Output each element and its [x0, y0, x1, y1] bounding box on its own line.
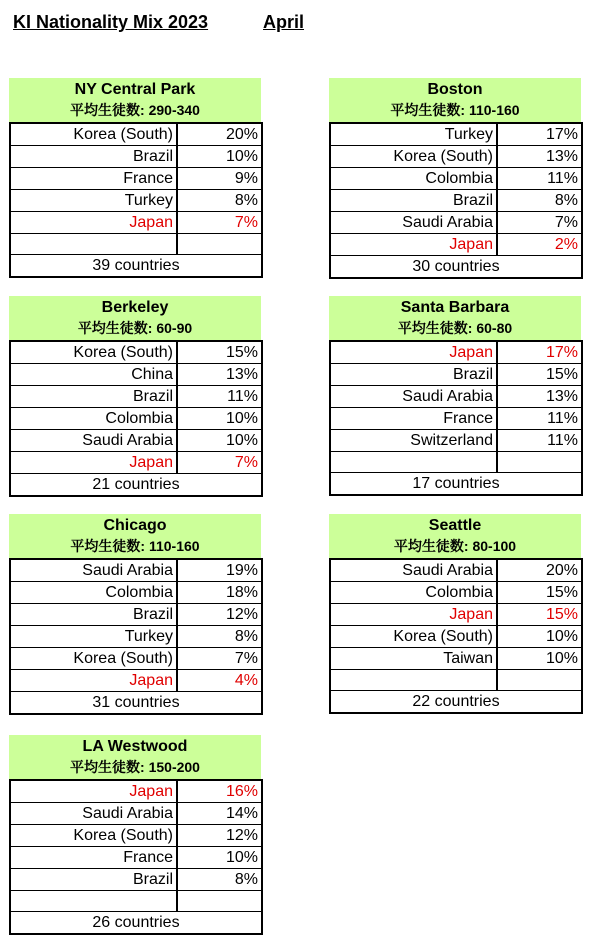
- percent-cell: 10%: [177, 847, 262, 869]
- month-label: April: [263, 12, 305, 32]
- campus-header: [329, 296, 581, 340]
- percent-cell: 11%: [497, 430, 582, 452]
- table-row: [330, 341, 582, 364]
- percent-cell: [177, 891, 262, 912]
- table-row: [10, 825, 262, 847]
- percent-cell: [177, 234, 262, 255]
- country-cell: Brazil: [10, 604, 177, 626]
- country-cell: Japan: [330, 234, 497, 256]
- campus-header: [329, 514, 581, 558]
- nationality-table: [9, 122, 263, 278]
- average-students: 平均生徒数: 80-100: [393, 538, 517, 554]
- campus-header: [9, 514, 261, 558]
- nationality-table: [329, 558, 583, 714]
- percent-cell: 17%: [497, 341, 582, 364]
- table-footer-row: [10, 692, 262, 715]
- table-row: [10, 891, 262, 912]
- percent-cell: 10%: [177, 146, 262, 168]
- campus-block-santa-barbara: [329, 296, 581, 496]
- table-row: [10, 212, 262, 234]
- campus-block-berkeley: [9, 296, 261, 497]
- country-count: 22 countries: [330, 691, 582, 714]
- country-cell: [330, 670, 497, 691]
- percent-cell: 8%: [497, 190, 582, 212]
- table-row: [10, 626, 262, 648]
- country-cell: Saudi Arabia: [10, 559, 177, 582]
- average-students: 平均生徒数: 110-160: [70, 538, 200, 554]
- table-row: [10, 364, 262, 386]
- country-cell: France: [10, 847, 177, 869]
- table-row: [330, 364, 582, 386]
- table-row: [330, 146, 582, 168]
- percent-cell: 10%: [177, 408, 262, 430]
- percent-cell: 8%: [177, 869, 262, 891]
- country-cell: Japan: [10, 670, 177, 692]
- percent-cell: 16%: [177, 780, 262, 803]
- table-row: [10, 146, 262, 168]
- country-cell: Colombia: [10, 582, 177, 604]
- table-row: [10, 341, 262, 364]
- percent-cell: 8%: [177, 626, 262, 648]
- table-row: [330, 430, 582, 452]
- campus-header: [329, 78, 581, 122]
- country-cell: Turkey: [330, 123, 497, 146]
- percent-cell: 17%: [497, 123, 582, 146]
- country-cell: Korea (South): [10, 825, 177, 847]
- table-row: [330, 168, 582, 190]
- percent-cell: 19%: [177, 559, 262, 582]
- percent-cell: 8%: [177, 190, 262, 212]
- table-row: [10, 408, 262, 430]
- percent-cell: 7%: [177, 648, 262, 670]
- average-students: 平均生徒数: 60-90: [77, 320, 193, 336]
- country-cell: Saudi Arabia: [330, 212, 497, 234]
- table-row: [330, 234, 582, 256]
- country-cell: Taiwan: [330, 648, 497, 670]
- country-cell: [10, 234, 177, 255]
- country-cell: Korea (South): [10, 123, 177, 146]
- country-count: 31 countries: [10, 692, 262, 715]
- average-students: 平均生徒数: 290-340: [70, 102, 200, 118]
- country-count: 21 countries: [10, 474, 262, 497]
- table-row: [330, 212, 582, 234]
- table-footer-row: [330, 691, 582, 714]
- table-footer-row: [330, 256, 582, 279]
- percent-cell: 14%: [177, 803, 262, 825]
- table-row: [330, 123, 582, 146]
- country-cell: Brazil: [10, 869, 177, 891]
- country-cell: Colombia: [330, 582, 497, 604]
- table-row: [10, 452, 262, 474]
- percent-cell: 9%: [177, 168, 262, 190]
- average-students: 平均生徒数: 60-80: [397, 320, 513, 336]
- percent-cell: 15%: [497, 364, 582, 386]
- country-cell: Colombia: [330, 168, 497, 190]
- table-row: [330, 386, 582, 408]
- percent-cell: 7%: [497, 212, 582, 234]
- table-footer-row: [10, 474, 262, 497]
- table-row: [330, 452, 582, 473]
- country-cell: France: [330, 408, 497, 430]
- country-cell: Turkey: [10, 190, 177, 212]
- percent-cell: 11%: [497, 408, 582, 430]
- campus-name: Berkeley: [101, 299, 169, 316]
- table-row: [10, 780, 262, 803]
- campus-header: [9, 296, 261, 340]
- country-cell: Turkey: [10, 626, 177, 648]
- country-cell: Japan: [330, 341, 497, 364]
- table-row: [10, 847, 262, 869]
- table-footer-row: [10, 255, 262, 278]
- nationality-table: [329, 340, 583, 496]
- campus-name: Santa Barbara: [400, 299, 510, 316]
- percent-cell: 15%: [177, 341, 262, 364]
- country-cell: China: [10, 364, 177, 386]
- percent-cell: 10%: [177, 430, 262, 452]
- table-row: [10, 559, 262, 582]
- table-row: [10, 190, 262, 212]
- average-students: 平均生徒数: 110-160: [390, 102, 520, 118]
- table-row: [330, 604, 582, 626]
- country-cell: Saudi Arabia: [10, 803, 177, 825]
- percent-cell: 7%: [177, 452, 262, 474]
- country-cell: Japan: [330, 604, 497, 626]
- table-row: [10, 168, 262, 190]
- table-row: [10, 430, 262, 452]
- percent-cell: 20%: [177, 123, 262, 146]
- country-cell: Japan: [10, 780, 177, 803]
- country-cell: Korea (South): [330, 146, 497, 168]
- country-count: 39 countries: [10, 255, 262, 278]
- percent-cell: 13%: [177, 364, 262, 386]
- table-row: [10, 604, 262, 626]
- percent-cell: 15%: [497, 582, 582, 604]
- table-row: [330, 559, 582, 582]
- campus-name: Seattle: [428, 517, 482, 534]
- country-cell: Saudi Arabia: [330, 386, 497, 408]
- table-row: [10, 670, 262, 692]
- percent-cell: [497, 670, 582, 691]
- campus-block-seattle: [329, 514, 581, 714]
- table-row: [10, 803, 262, 825]
- percent-cell: 12%: [177, 825, 262, 847]
- table-footer-row: [330, 473, 582, 496]
- table-row: [330, 408, 582, 430]
- percent-cell: 11%: [497, 168, 582, 190]
- table-footer-row: [10, 912, 262, 935]
- percent-cell: 13%: [497, 386, 582, 408]
- country-cell: Colombia: [10, 408, 177, 430]
- table-row: [10, 123, 262, 146]
- table-row: [330, 648, 582, 670]
- country-count: 26 countries: [10, 912, 262, 935]
- percent-cell: 7%: [177, 212, 262, 234]
- percent-cell: 12%: [177, 604, 262, 626]
- campus-name: LA Westwood: [82, 738, 188, 755]
- table-row: [330, 626, 582, 648]
- table-row: [330, 190, 582, 212]
- nationality-table: [329, 122, 583, 279]
- campus-block-la-westwood: [9, 735, 261, 935]
- percent-cell: [497, 452, 582, 473]
- percent-cell: 15%: [497, 604, 582, 626]
- percent-cell: 13%: [497, 146, 582, 168]
- country-cell: Brazil: [10, 386, 177, 408]
- country-cell: Saudi Arabia: [10, 430, 177, 452]
- campus-block-chicago: [9, 514, 261, 715]
- table-row: [10, 648, 262, 670]
- country-cell: Brazil: [330, 190, 497, 212]
- percent-cell: 2%: [497, 234, 582, 256]
- nationality-table: [9, 340, 263, 497]
- country-cell: Brazil: [330, 364, 497, 386]
- country-cell: Japan: [10, 212, 177, 234]
- country-cell: Korea (South): [330, 626, 497, 648]
- campus-name: Boston: [427, 81, 483, 98]
- country-cell: [330, 452, 497, 473]
- average-students: 平均生徒数: 150-200: [70, 759, 200, 775]
- table-row: [10, 234, 262, 255]
- table-row: [330, 582, 582, 604]
- country-cell: Japan: [10, 452, 177, 474]
- percent-cell: 4%: [177, 670, 262, 692]
- table-row: [10, 386, 262, 408]
- table-row: [10, 582, 262, 604]
- page-title: KI Nationality Mix 2023: [13, 12, 209, 32]
- campus-block-boston: [329, 78, 581, 279]
- country-cell: Brazil: [10, 146, 177, 168]
- table-row: [330, 670, 582, 691]
- percent-cell: 11%: [177, 386, 262, 408]
- country-cell: Korea (South): [10, 341, 177, 364]
- country-cell: Switzerland: [330, 430, 497, 452]
- country-count: 17 countries: [330, 473, 582, 496]
- country-cell: Korea (South): [10, 648, 177, 670]
- campus-block-ny-central-park: [9, 78, 261, 278]
- nationality-table: [9, 779, 263, 935]
- nationality-table: [9, 558, 263, 715]
- country-cell: France: [10, 168, 177, 190]
- percent-cell: 20%: [497, 559, 582, 582]
- table-row: [10, 869, 262, 891]
- country-cell: [10, 891, 177, 912]
- country-count: 30 countries: [330, 256, 582, 279]
- percent-cell: 10%: [497, 626, 582, 648]
- percent-cell: 18%: [177, 582, 262, 604]
- campus-header: [9, 735, 261, 779]
- campus-header: [9, 78, 261, 122]
- campus-name: NY Central Park: [74, 81, 196, 98]
- country-cell: Saudi Arabia: [330, 559, 497, 582]
- campus-name: Chicago: [103, 517, 167, 534]
- percent-cell: 10%: [497, 648, 582, 670]
